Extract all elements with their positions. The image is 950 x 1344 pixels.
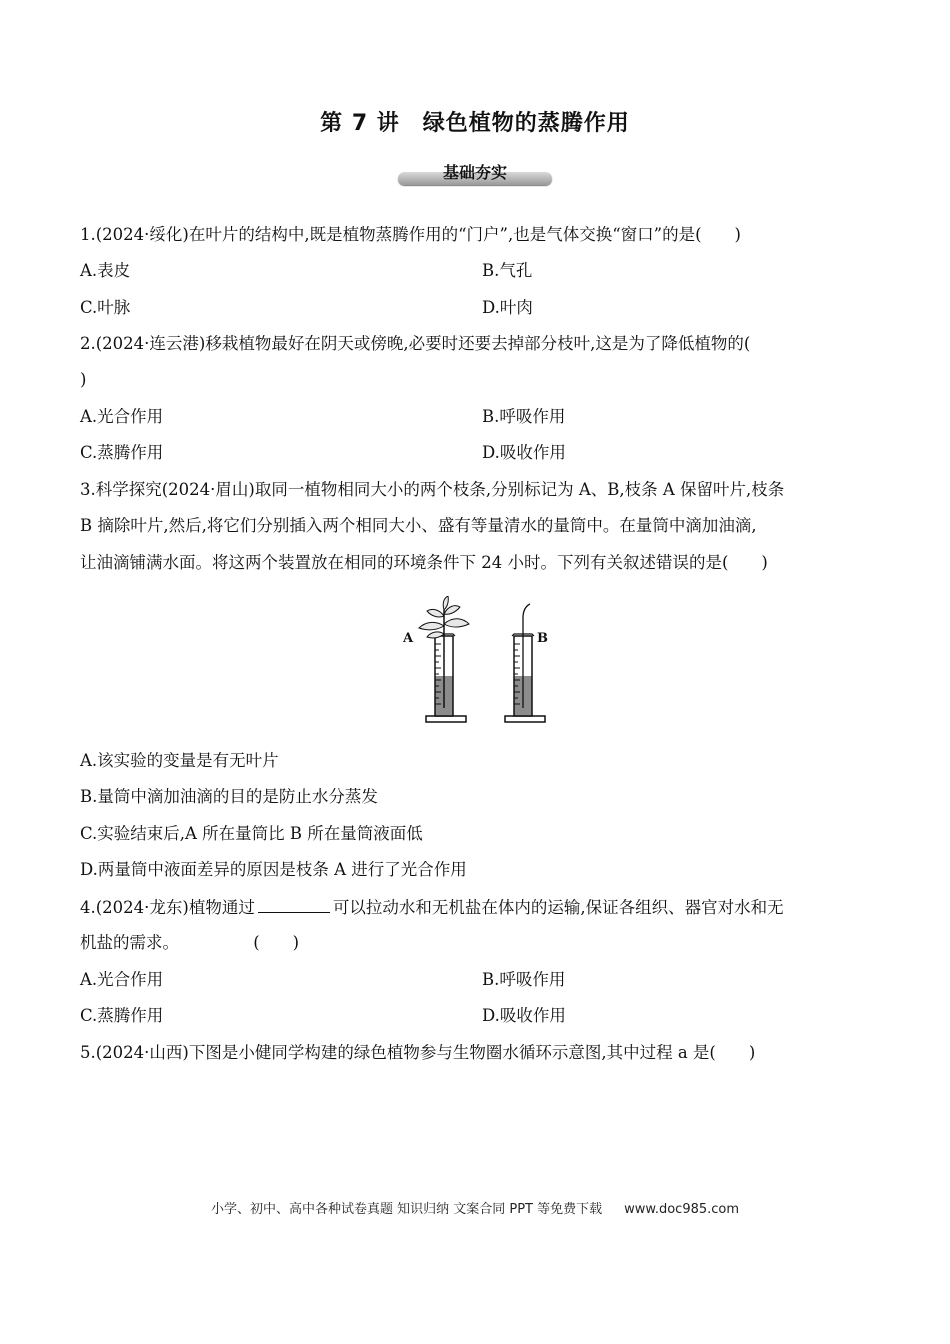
- cylinder-b-label: B: [537, 631, 548, 646]
- footer-url[interactable]: www.doc985.com: [624, 1202, 740, 1217]
- cylinder-a: [419, 596, 469, 722]
- q4-stem-prefix: 4.(2024·龙东)植物通过: [80, 898, 255, 917]
- page-footer: [0, 1198, 950, 1217]
- q1-option-a: A.表皮: [80, 261, 131, 280]
- q3-stem-line1: 3.科学探究(2024·眉山)取同一植物相同大小的两个枝条,分别标记为 A、B,枝条 A 保留叶片,枝条: [80, 480, 785, 499]
- q4-option-b: B.呼吸作用: [482, 970, 566, 989]
- q4-stem-suffix: 可以拉动水和无机盐在体内的运输,保证各组织、器官对水和无: [332, 898, 784, 917]
- q2-option-b: B.呼吸作用: [482, 407, 566, 426]
- q3-option-c: C.实验结束后,A 所在量筒比 B 所在量筒液面低: [80, 824, 423, 843]
- q2-option-c: C.蒸腾作用: [80, 443, 164, 462]
- q1-option-c: C.叶脉: [80, 298, 131, 317]
- q4-option-a: A.光合作用: [80, 970, 164, 989]
- q4-option-d: D.吸收作用: [482, 1006, 566, 1025]
- q2-option-d: D.吸收作用: [482, 443, 566, 462]
- q4-stem-line2: 机盐的需求。 ( ): [80, 933, 300, 952]
- q4-answer-blank: [258, 896, 330, 913]
- cylinder-a-label: A: [403, 631, 414, 646]
- section-badge-label: 基础夯实: [442, 163, 507, 182]
- q2-option-a: A.光合作用: [80, 407, 164, 426]
- q2-stem-line2: ): [80, 370, 87, 389]
- cylinder-b: [505, 604, 545, 722]
- q3-stem-line2: B 摘除叶片,然后,将它们分别插入两个相同大小、盛有等量清水的量筒中。在量筒中滴加油滴,: [80, 516, 757, 535]
- q4-option-c: C.蒸腾作用: [80, 1006, 164, 1025]
- q1-option-b: B.气孔: [482, 261, 533, 280]
- graduated-cylinder-figure: [395, 596, 555, 731]
- page-title: 第 7 讲 绿色植物的蒸腾作用: [320, 111, 630, 136]
- q1-option-d: D.叶肉: [482, 298, 533, 317]
- q5-stem: 5.(2024·山西)下图是小健同学构建的绿色植物参与生物圈水循环示意图,其中过程 a 是( ): [80, 1043, 756, 1062]
- q3-option-d: D.两量筒中液面差异的原因是枝条 A 进行了光合作用: [80, 860, 467, 879]
- q3-stem-line3: 让油滴铺满水面。将这两个装置放在相同的环境条件下 24 小时。下列有关叙述错误的是( ): [80, 553, 768, 572]
- q4-stem-line1: [80, 896, 784, 919]
- section-badge: [398, 160, 552, 188]
- q1-stem: 1.(2024·绥化)在叶片的结构中,既是植物蒸腾作用的“门户”,也是气体交换“窗口”的是( ): [80, 225, 741, 244]
- footer-text: 小学、初中、高中各种试卷真题 知识归纳 文案合同 PPT 等免费下载: [210, 1202, 603, 1217]
- q2-stem-line1: 2.(2024·连云港)移栽植物最好在阴天或傍晚,必要时还要去掉部分枝叶,这是为了降低植物的(: [80, 334, 751, 353]
- q3-option-a: A.该实验的变量是有无叶片: [80, 751, 279, 770]
- q3-option-b: B.量筒中滴加油滴的目的是防止水分蒸发: [80, 787, 378, 806]
